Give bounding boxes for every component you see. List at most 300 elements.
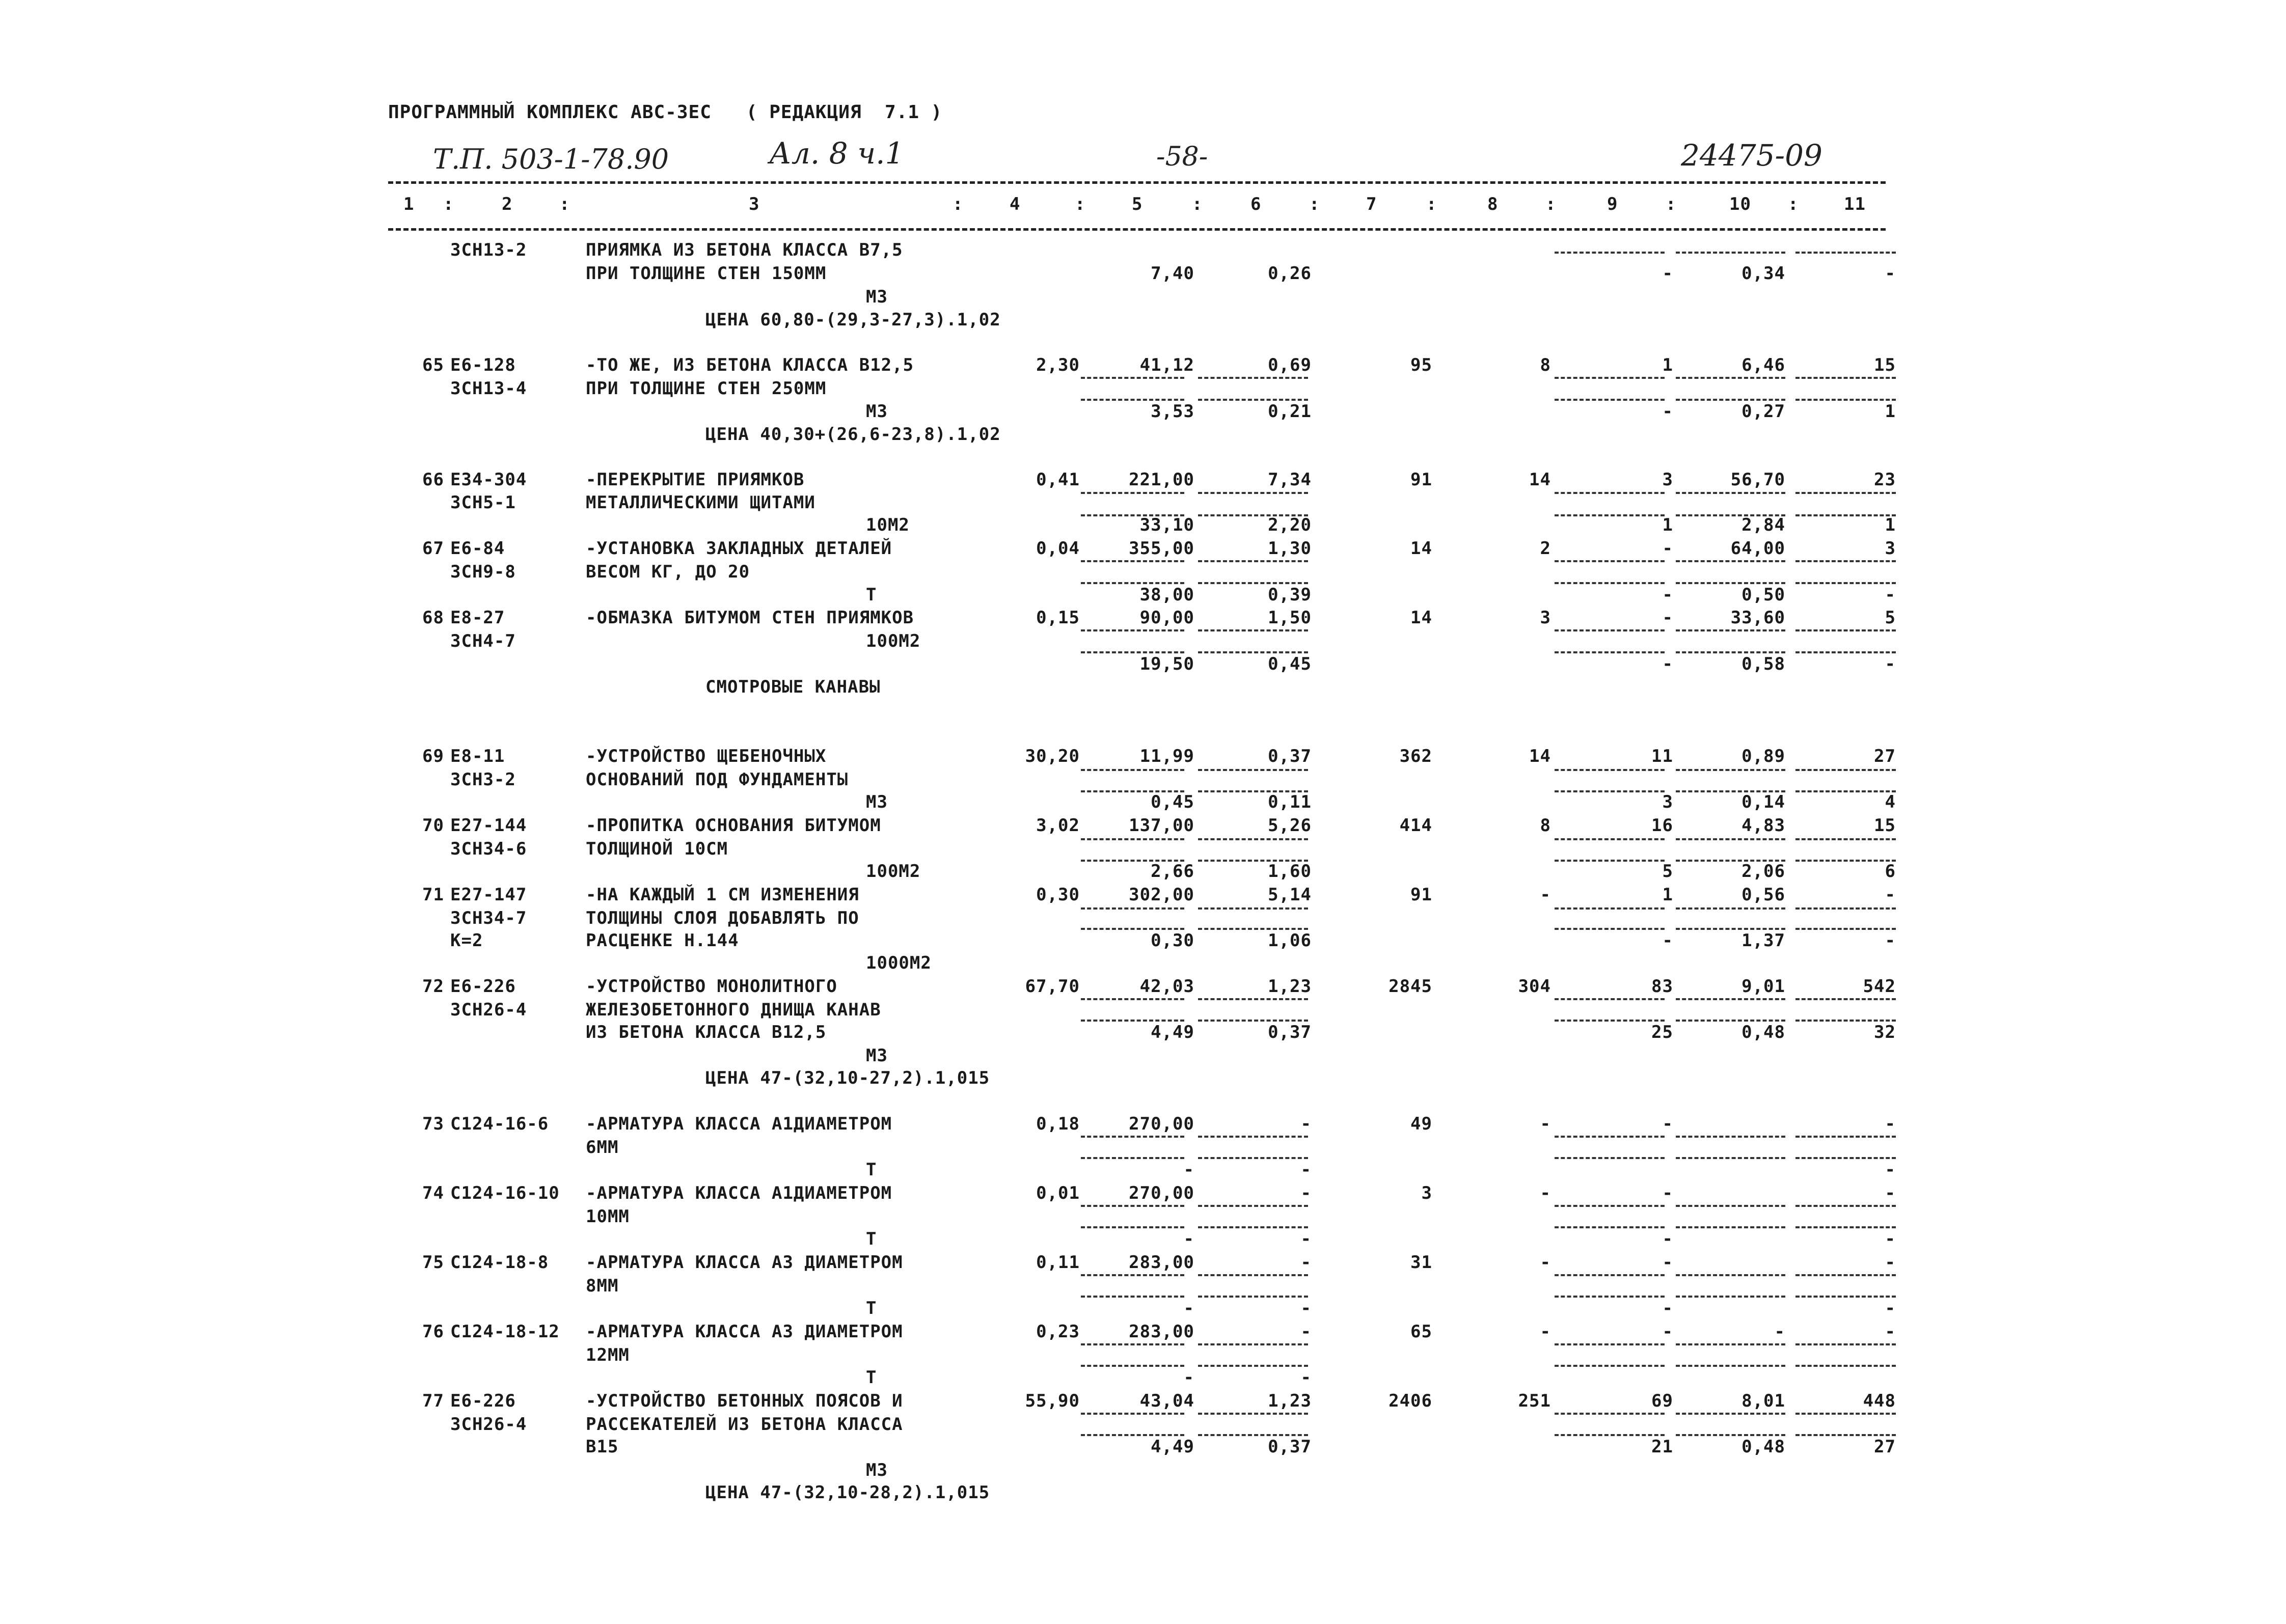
- dashed-separator: [1676, 907, 1785, 910]
- dashed-separator: [1081, 560, 1184, 562]
- dashed-separator: [1795, 1296, 1896, 1298]
- work-description: -УСТРОЙСТВО МОНОЛИТНОГО: [586, 976, 837, 997]
- quantity: 0,18: [1036, 1114, 1080, 1134]
- dashed-separator: [1676, 1343, 1785, 1345]
- dashed-separator: [1198, 492, 1308, 494]
- column-divider: :: [1192, 194, 1203, 214]
- total-wages: -: [1540, 885, 1551, 905]
- labor-total: 27: [1874, 1437, 1896, 1457]
- dashed-separator: [1555, 1136, 1665, 1138]
- rate-code: 3СН13-2: [450, 240, 527, 260]
- work-description: ЖЕЛЕЗОБЕТОННОГО ДНИЩА КАНАВ: [586, 1000, 881, 1020]
- wage-price: -: [1300, 1322, 1312, 1342]
- dashed-separator: [1676, 790, 1785, 792]
- item-number: 69: [422, 746, 444, 766]
- unit-label: 10М2: [866, 515, 910, 535]
- total-cost: 91: [1410, 885, 1432, 905]
- machine-cost: -: [1662, 401, 1673, 422]
- column-header-10: 10: [1729, 194, 1751, 214]
- dashed-separator: [1081, 629, 1184, 631]
- labor-norm: 0,27: [1741, 401, 1785, 422]
- total-cost: 2406: [1389, 1391, 1432, 1411]
- dashed-separator: [1555, 1274, 1665, 1276]
- dashed-separator: [1555, 1205, 1665, 1207]
- album-number: Ал. 8 ч.1: [769, 136, 904, 171]
- dashed-separator: [1676, 1205, 1785, 1207]
- rate-code: Е6-226: [450, 976, 516, 997]
- labor-total: 6: [1885, 861, 1896, 882]
- unit-label: Т: [866, 585, 877, 605]
- wage-price: 1,50: [1268, 608, 1312, 628]
- dashed-separator: [1555, 582, 1665, 584]
- dashed-separator: [1198, 1434, 1308, 1436]
- total-wages: 8: [1540, 815, 1551, 836]
- dashed-separator: [1555, 252, 1665, 254]
- dashed-separator: [1676, 399, 1785, 401]
- dashed-separator: [1198, 928, 1308, 930]
- total-cost: 362: [1399, 746, 1432, 766]
- unit-price: -: [1183, 1298, 1194, 1318]
- labor-norm: 8,01: [1741, 1391, 1785, 1411]
- rate-code: Е6-226: [450, 1391, 516, 1411]
- dashed-separator: [1081, 1205, 1184, 1207]
- total-cost: 65: [1410, 1322, 1432, 1342]
- labor-total: 32: [1874, 1022, 1896, 1042]
- unit-price: 33,10: [1139, 515, 1194, 535]
- rate-code: 3СН34-6: [450, 839, 527, 859]
- dashed-separator: [1198, 1020, 1308, 1022]
- dashed-separator: [1676, 1274, 1785, 1276]
- total-cost: 2845: [1389, 976, 1432, 997]
- dashed-separator: [1795, 928, 1896, 930]
- rate-code: 3СН5-1: [450, 492, 516, 513]
- price-formula: ЦЕНА 40,30+(26,6-23,8).1,02: [705, 424, 1001, 445]
- rate-code: Е6-128: [450, 355, 516, 375]
- wage-price: -: [1300, 1298, 1312, 1318]
- machine-cost: 83: [1651, 976, 1673, 997]
- dashed-separator: [1081, 907, 1184, 910]
- work-description: -АРМАТУРА КЛАССА А1ДИАМЕТРОМ: [586, 1183, 892, 1203]
- labor-total: 15: [1874, 355, 1896, 375]
- work-description: ОСНОВАНИЙ ПОД ФУНДАМЕНТЫ: [586, 769, 849, 790]
- wage-price: 1,30: [1268, 538, 1312, 559]
- dashed-separator: [1676, 860, 1785, 862]
- labor-total: 23: [1874, 470, 1896, 490]
- dashed-separator: [1795, 838, 1896, 840]
- labor-norm: 0,89: [1741, 746, 1785, 766]
- total-cost: 14: [1410, 608, 1432, 628]
- dashed-separator: [1198, 838, 1308, 840]
- unit-price: -: [1183, 1160, 1194, 1180]
- wage-price: 2,20: [1268, 515, 1312, 535]
- dashed-separator: [1555, 769, 1665, 771]
- dashed-separator: [1198, 651, 1308, 653]
- total-wages: -: [1540, 1252, 1551, 1273]
- rate-code: С124-16-10: [450, 1183, 560, 1203]
- labor-total: -: [1885, 1160, 1896, 1180]
- work-description: ИЗ БЕТОНА КЛАССА В12,5: [586, 1022, 827, 1042]
- dashed-separator: [1081, 790, 1184, 792]
- dashed-separator: [1795, 399, 1896, 401]
- labor-total: 448: [1863, 1391, 1896, 1411]
- column-divider: :: [1309, 194, 1320, 214]
- wage-price: 0,37: [1268, 1437, 1312, 1457]
- quantity: 30,20: [1025, 746, 1080, 766]
- column-header-2: 2: [502, 194, 513, 214]
- item-number: 66: [422, 470, 444, 490]
- column-divider: :: [1426, 194, 1437, 214]
- unit-label: 100М2: [866, 631, 921, 651]
- dashed-separator: [1676, 1020, 1785, 1022]
- column-header-8: 8: [1487, 194, 1499, 214]
- dashed-separator: [1795, 1343, 1896, 1345]
- work-description: 8ММ: [586, 1276, 619, 1296]
- dashed-separator: [1676, 1136, 1785, 1138]
- labor-total: -: [1885, 885, 1896, 905]
- machine-cost: 3: [1662, 470, 1673, 490]
- labor-total: 5: [1885, 608, 1896, 628]
- unit-price: 19,50: [1139, 654, 1194, 674]
- unit-price: 221,00: [1129, 470, 1194, 490]
- dashed-separator: [1198, 769, 1308, 771]
- labor-norm: 0,50: [1741, 585, 1785, 605]
- total-cost: 91: [1410, 470, 1432, 490]
- dashed-separator: [1555, 1413, 1665, 1415]
- work-description: 10ММ: [586, 1206, 630, 1227]
- total-wages: 14: [1529, 470, 1551, 490]
- dashed-separator: [1795, 582, 1896, 584]
- dashed-separator: [1198, 560, 1308, 562]
- machine-cost: -: [1662, 263, 1673, 284]
- machine-cost: 1: [1662, 885, 1673, 905]
- dashed-separator: [1795, 769, 1896, 771]
- work-description: -ОБМАЗКА БИТУМОМ СТЕН ПРИЯМКОВ: [586, 608, 914, 628]
- dashed-separator: [1795, 492, 1896, 494]
- unit-price: 283,00: [1129, 1322, 1194, 1342]
- wage-price: 5,26: [1268, 815, 1312, 836]
- wage-price: 0,11: [1268, 792, 1312, 812]
- dashed-separator: [1795, 860, 1896, 862]
- dashed-separator: [1795, 252, 1896, 254]
- total-wages: 304: [1518, 976, 1551, 997]
- dashed-separator: [1795, 377, 1896, 379]
- unit-price: 3,53: [1151, 401, 1194, 422]
- dashed-separator: [1555, 1343, 1665, 1345]
- item-number: 73: [422, 1114, 444, 1134]
- unit-label: 100М2: [866, 861, 921, 882]
- quantity: 0,30: [1036, 885, 1080, 905]
- dashed-separator: [1555, 1434, 1665, 1436]
- work-description: -УСТРОЙСТВО ЩЕБЕНОЧНЫХ: [586, 746, 827, 766]
- rate-code: 3СН34-7: [450, 908, 527, 928]
- dashed-separator: [1081, 1434, 1184, 1436]
- labor-norm: 1,37: [1741, 930, 1785, 951]
- rate-code: 3СН4-7: [450, 631, 516, 651]
- work-description: МЕТАЛЛИЧЕСКИМИ ЩИТАМИ: [586, 492, 815, 513]
- machine-cost: -: [1662, 1183, 1673, 1203]
- machine-cost: -: [1662, 585, 1673, 605]
- labor-total: -: [1885, 1298, 1896, 1318]
- dashed-separator: [1198, 582, 1308, 584]
- rate-code: Е27-144: [450, 815, 527, 836]
- unit-price: 4,49: [1151, 1437, 1194, 1457]
- dashed-separator: [1081, 1157, 1184, 1159]
- wage-price: -: [1300, 1229, 1312, 1249]
- work-description: -ПЕРЕКРЫТИЕ ПРИЯМКОВ: [586, 470, 805, 490]
- labor-total: -: [1885, 1322, 1896, 1342]
- price-formula: ЦЕНА 60,80-(29,3-27,3).1,02: [705, 310, 1001, 330]
- wage-price: 7,34: [1268, 470, 1312, 490]
- work-description: -АРМАТУРА КЛАССА А3 ДИАМЕТРОМ: [586, 1322, 903, 1342]
- machine-cost: 11: [1651, 746, 1673, 766]
- labor-total: -: [1885, 1114, 1896, 1134]
- wage-price: 0,21: [1268, 401, 1312, 422]
- unit-label: М3: [866, 1045, 888, 1066]
- dashed-separator: [1198, 1365, 1308, 1367]
- rate-code: С124-18-12: [450, 1322, 560, 1342]
- document-code: 24475-09: [1681, 138, 1822, 173]
- rate-code: 3СН26-4: [450, 1000, 527, 1020]
- unit-price: -: [1183, 1229, 1194, 1249]
- machine-cost: 69: [1651, 1391, 1673, 1411]
- unit-price: 90,00: [1139, 608, 1194, 628]
- unit-price: 43,04: [1139, 1391, 1194, 1411]
- labor-total: 542: [1863, 976, 1896, 997]
- dashed-separator: [1795, 1136, 1896, 1138]
- dashed-separator: [1198, 1274, 1308, 1276]
- item-number: 72: [422, 976, 444, 997]
- work-description: ВЕСОМ КГ, ДО 20: [586, 562, 750, 582]
- work-description: 6ММ: [586, 1137, 619, 1158]
- work-description: -УСТРОЙСТВО БЕТОННЫХ ПОЯСОВ И: [586, 1391, 903, 1411]
- header-top-rule: [388, 181, 1886, 184]
- column-divider: :: [1788, 194, 1799, 214]
- quantity: 2,30: [1036, 355, 1080, 375]
- wage-price: -: [1300, 1252, 1312, 1273]
- dashed-separator: [1795, 1365, 1896, 1367]
- unit-label: Т: [866, 1160, 877, 1180]
- dashed-separator: [1198, 860, 1308, 862]
- rate-code: Е6-84: [450, 538, 505, 559]
- work-description: ТОЛЩИНОЙ 10СМ: [586, 839, 728, 859]
- unit-price: 137,00: [1129, 815, 1194, 836]
- price-formula: ЦЕНА 47-(32,10-27,2).1,015: [705, 1068, 990, 1088]
- wage-price: 1,23: [1268, 976, 1312, 997]
- labor-total: 15: [1874, 815, 1896, 836]
- dashed-separator: [1555, 1020, 1665, 1022]
- dashed-separator: [1676, 252, 1785, 254]
- dashed-separator: [1795, 1205, 1896, 1207]
- tp-number: Т.П. 503-1-78.90: [433, 143, 669, 175]
- dashed-separator: [1795, 907, 1896, 910]
- dashed-separator: [1198, 399, 1308, 401]
- dashed-separator: [1081, 1365, 1184, 1367]
- total-wages: 2: [1540, 538, 1551, 559]
- item-number: 77: [422, 1391, 444, 1411]
- dashed-separator: [1795, 629, 1896, 631]
- item-number: 65: [422, 355, 444, 375]
- total-wages: 14: [1529, 746, 1551, 766]
- program-header: ПРОГРАММНЫЙ КОМПЛЕКС АВС-3ЕС ( РЕДАКЦИЯ 7.1 ): [388, 102, 943, 123]
- work-description: 12ММ: [586, 1345, 630, 1365]
- dashed-separator: [1555, 377, 1665, 379]
- dashed-separator: [1676, 582, 1785, 584]
- total-wages: -: [1540, 1322, 1551, 1342]
- labor-total: -: [1885, 1252, 1896, 1273]
- column-divider: :: [1666, 194, 1677, 214]
- unit-price: 270,00: [1129, 1114, 1194, 1134]
- labor-norm: 9,01: [1741, 976, 1785, 997]
- dashed-separator: [1198, 1157, 1308, 1159]
- machine-cost: -: [1662, 1229, 1673, 1249]
- quantity: 0,04: [1036, 538, 1080, 559]
- dashed-separator: [1795, 1434, 1896, 1436]
- column-header-4: 4: [1010, 194, 1021, 214]
- machine-cost: -: [1662, 608, 1673, 628]
- work-description: -НА КАЖДЫЙ 1 СМ ИЗМЕНЕНИЯ: [586, 885, 859, 905]
- total-wages: 251: [1518, 1391, 1551, 1411]
- dashed-separator: [1081, 1136, 1184, 1138]
- machine-cost: 1: [1662, 515, 1673, 535]
- work-description: РАСЦЕНКЕ Н.144: [586, 930, 739, 951]
- work-description: -УСТАНОВКА ЗАКЛАДНЫХ ДЕТАЛЕЙ: [586, 538, 892, 559]
- dashed-separator: [1676, 838, 1785, 840]
- unit-price: 38,00: [1139, 585, 1194, 605]
- quantity: 3,02: [1036, 815, 1080, 836]
- unit-label: М3: [866, 401, 888, 422]
- unit-label: Т: [866, 1367, 877, 1388]
- work-description: -АРМАТУРА КЛАССА А1ДИАМЕТРОМ: [586, 1114, 892, 1134]
- machine-cost: 5: [1662, 861, 1673, 882]
- wage-price: -: [1300, 1367, 1312, 1388]
- wage-price: -: [1300, 1183, 1312, 1203]
- column-header-7: 7: [1366, 194, 1377, 214]
- labor-norm: 0,14: [1741, 792, 1785, 812]
- unit-label: 1000М2: [866, 953, 932, 973]
- labor-total: -: [1885, 654, 1896, 674]
- labor-total: -: [1885, 1183, 1896, 1203]
- column-header-1: 1: [403, 194, 415, 214]
- dashed-separator: [1795, 998, 1896, 1000]
- rate-code: Е8-11: [450, 746, 505, 766]
- total-cost: 414: [1399, 815, 1432, 836]
- unit-price: 7,40: [1151, 263, 1194, 284]
- dashed-separator: [1198, 1296, 1308, 1298]
- machine-cost: -: [1662, 930, 1673, 951]
- column-header-3: 3: [749, 194, 760, 214]
- rate-code: 3СН3-2: [450, 769, 516, 790]
- dashed-separator: [1198, 1226, 1308, 1228]
- dashed-separator: [1081, 377, 1184, 379]
- column-header-11: 11: [1844, 194, 1866, 214]
- dashed-separator: [1198, 907, 1308, 910]
- column-header-6: 6: [1250, 194, 1262, 214]
- dashed-separator: [1081, 1226, 1184, 1228]
- total-wages: -: [1540, 1114, 1551, 1134]
- dashed-separator: [1081, 928, 1184, 930]
- dashed-separator: [1198, 377, 1308, 379]
- labor-total: 4: [1885, 792, 1896, 812]
- dashed-separator: [1676, 928, 1785, 930]
- labor-norm: 6,46: [1741, 355, 1785, 375]
- work-description: -АРМАТУРА КЛАССА А3 ДИАМЕТРОМ: [586, 1252, 903, 1273]
- column-header-9: 9: [1607, 194, 1618, 214]
- dashed-separator: [1676, 998, 1785, 1000]
- wage-price: -: [1300, 1160, 1312, 1180]
- dashed-separator: [1555, 560, 1665, 562]
- item-number: 74: [422, 1183, 444, 1203]
- total-cost: 31: [1410, 1252, 1432, 1273]
- labor-norm: 64,00: [1730, 538, 1785, 559]
- machine-cost: 25: [1651, 1022, 1673, 1042]
- item-number: 68: [422, 608, 444, 628]
- unit-label: Т: [866, 1298, 877, 1318]
- rate-code: 3СН13-4: [450, 378, 527, 399]
- machine-cost: 16: [1651, 815, 1673, 836]
- dashed-separator: [1555, 1157, 1665, 1159]
- dashed-separator: [1198, 1136, 1308, 1138]
- total-wages: 8: [1540, 355, 1551, 375]
- wage-price: 0,39: [1268, 585, 1312, 605]
- dashed-separator: [1198, 790, 1308, 792]
- item-number: 67: [422, 538, 444, 559]
- machine-cost: -: [1662, 538, 1673, 559]
- dashed-separator: [1676, 769, 1785, 771]
- column-divider: :: [559, 194, 570, 214]
- dashed-separator: [1081, 651, 1184, 653]
- item-number: 71: [422, 885, 444, 905]
- column-divider: :: [1075, 194, 1086, 214]
- dashed-separator: [1676, 1365, 1785, 1367]
- quantity: 0,11: [1036, 1252, 1080, 1273]
- unit-label: Т: [866, 1229, 877, 1249]
- dashed-separator: [1676, 1296, 1785, 1298]
- total-wages: -: [1540, 1183, 1551, 1203]
- dashed-separator: [1676, 1157, 1785, 1159]
- dashed-separator: [1676, 1434, 1785, 1436]
- unit-price: -: [1183, 1367, 1194, 1388]
- dashed-separator: [1676, 651, 1785, 653]
- labor-norm: 0,34: [1741, 263, 1785, 284]
- unit-price: 302,00: [1129, 885, 1194, 905]
- quantity: 0,01: [1036, 1183, 1080, 1203]
- labor-norm: 0,48: [1741, 1022, 1785, 1042]
- dashed-separator: [1555, 1365, 1665, 1367]
- dashed-separator: [1081, 838, 1184, 840]
- column-divider: :: [953, 194, 964, 214]
- unit-price: 270,00: [1129, 1183, 1194, 1203]
- work-description: В15: [586, 1437, 619, 1457]
- wage-price: 0,37: [1268, 1022, 1312, 1042]
- quantity: 0,15: [1036, 608, 1080, 628]
- machine-cost: 3: [1662, 792, 1673, 812]
- machine-cost: -: [1662, 1298, 1673, 1318]
- machine-cost: -: [1662, 1322, 1673, 1342]
- dashed-separator: [1081, 860, 1184, 862]
- dashed-separator: [1081, 492, 1184, 494]
- unit-label: М3: [866, 792, 888, 812]
- dashed-separator: [1795, 651, 1896, 653]
- wage-price: -: [1300, 1114, 1312, 1134]
- dashed-separator: [1081, 582, 1184, 584]
- labor-total: -: [1885, 585, 1896, 605]
- rate-code: 3СН26-4: [450, 1414, 527, 1435]
- dashed-separator: [1555, 651, 1665, 653]
- machine-cost: -: [1662, 654, 1673, 674]
- quantity: 55,90: [1025, 1391, 1080, 1411]
- labor-norm: 0,56: [1741, 885, 1785, 905]
- dashed-separator: [1795, 1274, 1896, 1276]
